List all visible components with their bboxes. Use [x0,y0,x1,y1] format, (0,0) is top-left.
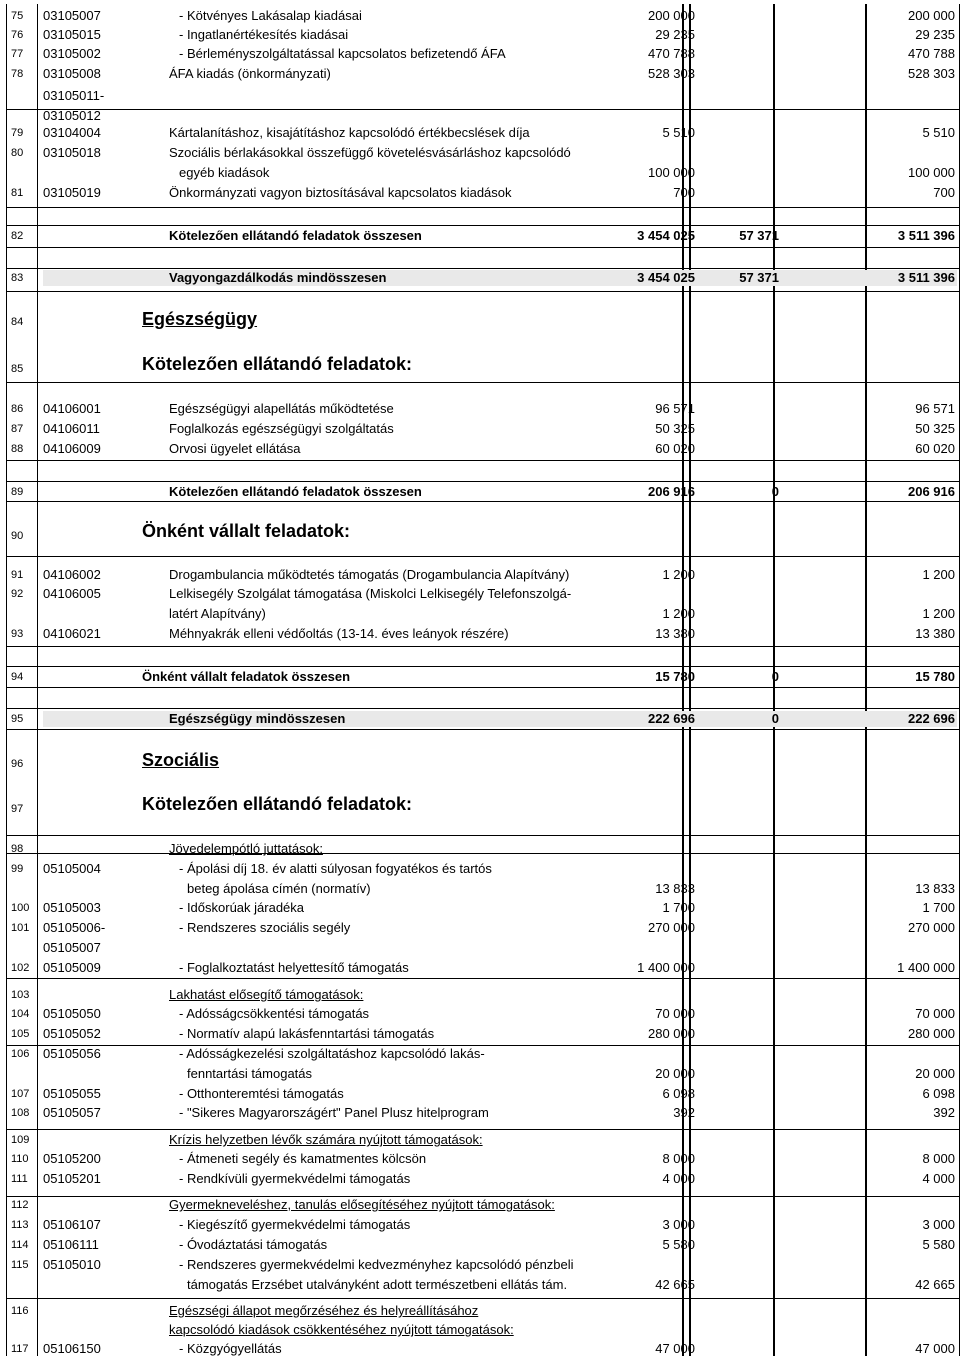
row-description: - Rendszeres szociális segély [179,920,351,935]
amount-modified: 3 000 [922,1217,955,1232]
row-code: 05105007 [43,940,101,955]
amount-original: 4 000 [662,1171,695,1186]
row-description: Kötelezően ellátandó feladatok összesen [169,484,422,499]
amount-original: 700 [673,185,695,200]
row-code: 05105010 [43,1257,101,1272]
row-code: 03105012 [43,108,101,123]
row-divider [7,247,959,248]
row-number: 94 [11,671,24,683]
row-code: 04106001 [43,401,101,416]
amount-modified: 392 [933,1105,955,1120]
row-description: támogatás Erzsébet utalványként adott természetbeni ellátás tám. [187,1277,568,1292]
row-code: 05105057 [43,1105,101,1120]
row-code: 05105004 [43,861,101,876]
row-number: 110 [11,1153,29,1165]
amount-modified: 20 000 [915,1066,955,1081]
row-number: 78 [11,68,24,80]
row-divider [7,1129,959,1130]
row-number: 109 [11,1134,30,1146]
row-code: 05106111 [43,1237,99,1252]
amount-original: 200 000 [648,8,695,23]
row-number: 80 [11,147,24,159]
row-number: 100 [11,902,30,914]
row-description: Szociális bérlakásokkal összefüggő követelésvásárláshoz kapcsolódó [169,145,571,160]
row-number: 112 [11,1199,29,1211]
row-code: 05105006- [43,920,106,935]
row-number: 115 [11,1259,29,1271]
amount-original: 5 580 [662,1237,695,1252]
amount-original: 50 325 [655,421,695,436]
amount-modified: 47 000 [915,1341,955,1356]
amount-modified: 270 000 [908,920,955,935]
row-description: latért Alapítvány) [169,606,266,621]
row-divider [7,978,959,979]
row-number: 87 [11,423,24,435]
row-code: 05105050 [43,1006,101,1021]
budget-table [6,4,960,1356]
row-description: Kötelezően ellátandó feladatok összesen [169,228,422,243]
category-title: Lakhatást elősegítő támogatások: [169,987,364,1002]
amount-original: 70 000 [655,1006,695,1021]
row-description: - Kiegészítő gyermekvédelmi támogatás [179,1217,411,1232]
row-number: 101 [11,922,30,934]
amount-original: 1 700 [662,900,695,915]
amount-modified: 206 916 [908,484,955,499]
amount-modified: 470 788 [908,46,955,61]
row-divider [7,268,959,269]
amount-modified: 6 098 [922,1086,955,1101]
row-number: 92 [11,588,24,600]
amount-modified: 1 700 [922,900,955,915]
amount-modified: 200 000 [908,8,955,23]
row-divider [7,729,959,730]
amount-original: 270 000 [648,920,695,935]
amount-original: 392 [673,1105,695,1120]
row-divider [7,666,959,667]
row-description: Drogambulancia működtetés támogatás (Drogambulancia Alapítvány) [169,567,570,582]
amount-modified: 13 833 [915,881,955,896]
row-number: 81 [11,187,24,199]
row-code: 03105019 [43,185,101,200]
row-number: 111 [11,1173,28,1185]
amount-modified: 4 000 [922,1171,955,1186]
row-description: ÁFA kiadás (önkormányzati) [169,66,331,81]
amount-modified: 280 000 [908,1026,955,1041]
row-description: Egészségügy mindösszesen [169,711,346,726]
row-number: 103 [11,989,30,1001]
amount-original: 5 510 [662,125,695,140]
row-number: 102 [11,962,30,974]
row-description: Orvosi ügyelet ellátása [169,441,301,456]
section-title: Egészségügy [142,309,258,329]
amount-original: 280 000 [648,1026,695,1041]
row-divider [7,708,959,709]
row-description: - Időskorúak járadéka [179,900,305,915]
amount-original: 1 200 [662,606,695,621]
row-description: Vagyongazdálkodás mindösszesen [169,270,387,285]
amount-original: 1 200 [662,567,695,582]
amount-modified: 42 665 [915,1277,955,1292]
row-number: 85 [11,363,24,375]
row-divider [7,460,959,461]
amount-modified: 96 571 [915,401,955,416]
row-number: 86 [11,403,24,415]
row-description: - Ingatlanértékesítés kiadásai [179,27,349,42]
row-code: 05105003 [43,900,101,915]
amount-modified: 13 380 [915,626,955,641]
row-number: 79 [11,127,24,139]
amount-original: 29 235 [655,27,695,42]
amount-modified: 700 [933,185,955,200]
row-description: - Kötvényes Lakásalap kiadásai [179,8,362,23]
row-number: 95 [11,713,24,725]
row-number: 106 [11,1048,30,1060]
row-code: 05105056 [43,1046,101,1061]
row-number: 90 [11,530,24,542]
row-code: 03105015 [43,27,101,42]
row-divider [7,291,959,292]
amount-original: 3 000 [662,1217,695,1232]
row-description: - Ápolási díj 18. év alatti súlyosan fogyatékos és tartós [179,861,492,876]
amount-modified: 1 200 [922,606,955,621]
row-description: - Otthonteremtési támogatás [179,1086,344,1101]
row-code: 03104004 [43,125,101,140]
row-divider [7,109,959,110]
amount-original: 6 098 [662,1086,695,1101]
row-divider [7,1298,959,1299]
row-number: 76 [11,29,24,41]
subsection-title: Kötelezően ellátandó feladatok: [142,794,413,814]
row-divider [7,687,959,688]
subsection-title: Kötelezően ellátandó feladatok: [142,354,413,374]
row-code: 04106021 [43,626,101,641]
row-number: 114 [11,1239,29,1251]
row-description: fenntartási támogatás [187,1066,313,1081]
row-number: 117 [11,1343,29,1355]
amount-modified: 222 696 [908,711,955,726]
row-description: - Normatív alapú lakásfenntartási támogatás [179,1026,435,1041]
row-number: 99 [11,863,24,875]
row-divider [7,646,959,647]
amount-modified: 3 511 396 [897,270,955,285]
row-number: 75 [11,10,24,22]
row-description: - Adósságkezelési szolgáltatáshoz kapcsolódó lakás- [179,1046,485,1061]
row-code: 04106011 [43,421,100,436]
category-title: Krízis helyzetben lévők számára nyújtott támogatások: [169,1132,483,1147]
amount-original: 100 000 [648,165,695,180]
row-number: 116 [11,1305,29,1317]
row-divider [7,835,959,836]
row-divider [7,382,959,383]
amount-original: 222 696 [648,711,695,726]
amount-original: 8 000 [662,1151,695,1166]
row-divider [7,207,959,208]
row-code: 04106005 [43,586,101,601]
amount-modified: 3 511 396 [897,228,955,243]
row-description: Kártalanításhoz, kisajátításhoz kapcsolódó értékbecslések díja [169,125,530,140]
amount-modified: 15 780 [915,669,955,684]
row-code: 03105002 [43,46,101,61]
row-code: 05106150 [43,1341,101,1356]
row-number: 96 [11,758,24,770]
row-description: - Rendkívüli gyermekvédelmi támogatás [179,1171,411,1186]
row-code: 03105007 [43,8,101,23]
amount-change: 57 371 [739,270,779,285]
row-code: 03105018 [43,145,101,160]
amount-original: 528 303 [648,66,695,81]
amount-change: 0 [771,711,779,726]
row-description: Önként vállalt feladatok összesen [142,669,351,684]
row-description: beteg ápolása címén (normatív) [187,881,371,896]
row-description: - Foglalkoztatást helyettesítő támogatás [179,960,409,975]
row-code: 03105011- [43,88,105,103]
amount-original: 96 571 [655,401,695,416]
amount-modified: 1 400 000 [897,960,955,975]
row-number: 93 [11,628,24,640]
row-number: 88 [11,443,24,455]
row-description: - Óvodáztatási támogatás [179,1237,328,1252]
section-title: Szociális [142,750,220,770]
amount-original: 3 454 025 [637,228,695,243]
amount-modified: 29 235 [915,27,955,42]
row-number: 82 [11,230,24,242]
row-number: 89 [11,486,24,498]
row-number: 113 [11,1219,29,1231]
amount-modified: 5 510 [922,125,955,140]
row-code: 05105201 [43,1171,101,1186]
amount-modified: 1 200 [922,567,955,582]
row-description: Foglalkozás egészségügyi szolgáltatás [169,421,394,436]
row-description: - Adósságcsökkentési támogatás [179,1006,370,1021]
category-title: kapcsolódó kiadások csökkentéséhez nyújtott támogatások: [169,1322,514,1337]
amount-original: 20 000 [655,1066,695,1081]
row-divider [7,225,959,226]
row-description: - Bérleményszolgáltatással kapcsolatos befizetendő ÁFA [179,46,506,61]
amount-modified: 70 000 [915,1006,955,1021]
row-description: Lelkisegély Szolgálat támogatása (Miskolci Lelkisegély Telefonszolgá- [169,586,572,601]
row-number: 105 [11,1028,30,1040]
category-title: Egészségi állapot megőrzéséhez és helyreállításához [169,1303,479,1318]
amount-original: 206 916 [648,484,695,499]
row-number: 77 [11,48,24,60]
amount-change: 0 [771,669,779,684]
row-description: - "Sikeres Magyarországért" Panel Plusz hitelprogram [179,1105,489,1120]
amount-original: 1 400 000 [637,960,695,975]
category-title: Jövedelempótló juttatások: [169,841,323,856]
row-code: 05105009 [43,960,101,975]
row-number: 104 [11,1008,30,1020]
amount-original: 15 780 [655,669,695,684]
row-number: 98 [11,843,24,855]
amount-original: 47 000 [655,1341,695,1356]
row-number: 97 [11,803,24,815]
row-description: - Rendszeres gyermekvédelmi kedvezményhez kapcsolódó pénzbeli [179,1257,574,1272]
amount-original: 42 665 [655,1277,695,1292]
row-code: 04106002 [43,567,101,582]
row-code: 03105008 [43,66,101,81]
row-description: - Közgyógyellátás [179,1341,282,1356]
row-code: 05106107 [43,1217,101,1232]
row-description: Méhnyakrák elleni védőoltás (13-14. éves leányok részére) [169,626,509,641]
amount-original: 470 788 [648,46,695,61]
row-number: 84 [11,316,24,328]
amount-change: 0 [771,484,779,499]
amount-modified: 50 325 [915,421,955,436]
amount-original: 3 454 025 [637,270,695,285]
amount-original: 13 833 [655,881,695,896]
category-title: Gyermekneveléshez, tanulás elősegítéséhez nyújtott támogatások: [169,1197,555,1212]
amount-original: 13 380 [655,626,695,641]
row-code: 05105200 [43,1151,101,1166]
row-divider [7,481,959,482]
row-number: 91 [11,569,24,581]
subsection-title: Önként vállalt feladatok: [142,521,351,541]
row-divider [7,853,959,854]
row-number: 107 [11,1088,30,1100]
row-description: Egészségügyi alapellátás működtetése [169,401,394,416]
amount-modified: 100 000 [908,165,955,180]
row-number: 108 [11,1107,30,1119]
row-code: 05105052 [43,1026,101,1041]
row-description: - Átmeneti segély és kamatmentes kölcsön [179,1151,427,1166]
row-description: egyéb kiadások [179,165,270,180]
amount-modified: 5 580 [922,1237,955,1252]
row-divider [7,501,959,502]
amount-modified: 528 303 [908,66,955,81]
row-divider [7,556,959,557]
amount-modified: 8 000 [922,1151,955,1166]
row-description: Önkormányzati vagyon biztosításával kapcsolatos kiadások [169,185,512,200]
amount-original: 60 020 [655,441,695,456]
row-code: 04106009 [43,441,101,456]
row-code: 05105055 [43,1086,101,1101]
amount-change: 57 371 [739,228,779,243]
row-number: 83 [11,272,24,284]
amount-modified: 60 020 [915,441,955,456]
